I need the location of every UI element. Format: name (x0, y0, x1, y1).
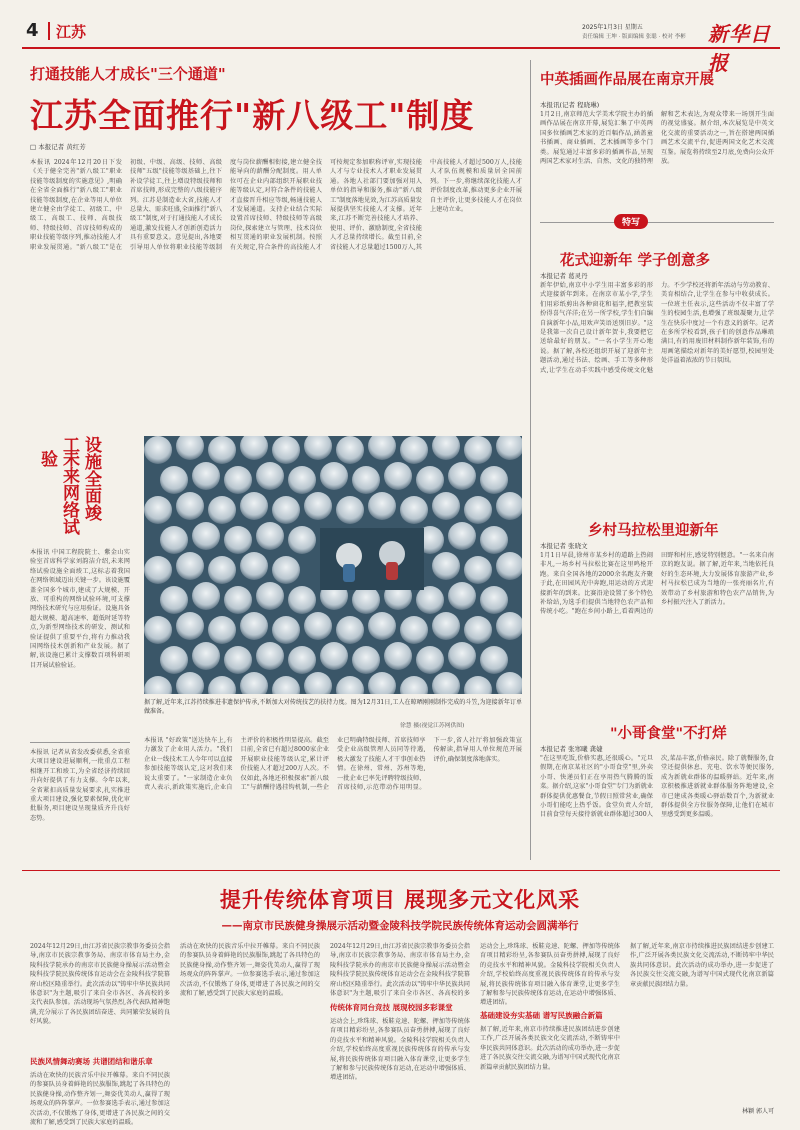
photo-caption: 据了解,近年来,江苏持续推进非遗保护传承,不断加大对传统技艺的扶持力度。图为12月31日,工人在晾晒刚刚制作完成的斗笠,为迎接新年订单做准备。 (144, 699, 522, 715)
lead-byline-text: 本报记者 黄红芳 (38, 143, 86, 151)
column-separator (530, 60, 531, 860)
section-name: 江苏 (56, 23, 87, 41)
sports-top-rule (22, 870, 780, 871)
sports-body-5: 据了解,近年来,南京市持续推进民族团结进步创建工作,广泛开展各类民族文化交流活动,不断铸牢中华民族共同体意识。此次活动的成功举办,进一步促进了各民族交往交流交融,为谱写中国式现代化南京新篇章贡献民族团结力量。 (630, 943, 774, 988)
sports-body-4: 据了解,近年来,南京市持续推进民族团结进步创建工作,广泛开展各类民族文化交流活动,不断铸牢中华民族共同体意识。此次活动的成功举办,进一步促进了各民族交往交流交融,为谱写中国式现代化南京新篇章贡献民族团结力量。 (480, 1026, 620, 1071)
photo-hats-drying (144, 436, 522, 694)
side-headline-col1: 设施全面竣工 (59, 436, 101, 521)
feature-badge: 特写 (614, 214, 648, 229)
new-year-body: 新年伊始,南京中小学生用丰富多彩的形式迎接新年到来。在南京市某小学,学生们用彩纸剪出各种窗花和福字,把教室装扮得喜气洋洋;在另一所学校,学生们自编自演新年小品,用欢声笑语送别旧岁。"这是我第一次自己设计新年贺卡,我要把它送给最好的朋友。"一名小学生开心地说。据了解,各校还组织开展了迎新年主题活动,通过书法、绘画、手工等多种形式,让学生在动手实践中感受传统文化魅力。不少学校还将新年活动与劳动教育、美育相结合,让学生在参与中收获成长。一位班主任表示,这些活动不仅丰富了学生的校园生活,也增强了班级凝聚力,让学生在快乐中度过一个有意义的新年。记者在多所学校看到,孩子们的创意作品琳琅满目,有的用废旧材料制作新年装饰,有的用画笔描绘对新年的美好愿望,校园里处处洋溢着浓浓的节日氛围。 (540, 282, 774, 374)
side-headline-col2: 未来网络试验 (37, 450, 79, 535)
sports-body-4a: 运动会上,珍珠球、板鞋竞速、陀螺、押加等传统体育项目精彩纷呈,各参赛队员奋勇拼搏,展现了良好的竞技水平和精神风貌。金陵科技学院相关负责人介绍,学校始终高度重视民族传统体育的传承与发展,将民族传统体育项目融入体育课堂,让更多学生了解和参与民族传统体育运动,在运动中增强体质、增进团结。 (480, 943, 620, 1006)
lead-body-continued: 本报讯 "好政策"送达快车上,有力激发了企业用人活力。"我们企业一线技术工人今年可以直接参加技能等级认定,这对我们来说太重要了。"一家制造企业负责人表示,新政策实施后,企业自主评价的积极性明显提高。截至目前,全省已有超过8000家企业开展职业技能等级认定,累计评价技能人才超过200万人次。不仅如此,各地还积极探索"新八级工"与薪酬待遇挂钩机制,一些企业已明确特级技师、首席技师享受企业高级管理人员同等待遇,极大激发了技能人才干事创业热情。在徐州、常州、苏州等地,一批企业已率先评聘特级技师、首席技师,示范带动作用明显。下一步,省人社厅将加强政策宣传解读,指导用人单位规范开展评价,确保制度落地落实。 (144, 737, 522, 792)
sports-col-5 (630, 942, 774, 1122)
marathon-headline: 乡村马拉松里迎新年 (588, 523, 719, 539)
canteen-headline: "小哥食堂"不打烊 (610, 726, 727, 742)
illustration-byline: 本报讯(记者 程晓琳) (540, 101, 600, 109)
sports-subhead-1: 民族风情舞动赛场 共谱团结和谐乐章 (30, 1057, 153, 1066)
canteen-body: "在这里吃饭,价格实惠,还很暖心。"元旦假期,在南京某社区的"小哥食堂"里,外卖小哥、快递员们正在享用热气腾腾的饭菜。据介绍,这家"小哥食堂"专门为新就业群体提供优惠餐食,节假日照常营业,确保小哥们能吃上热乎饭。食堂负责人介绍,目前食堂每天接待新就业群体超过300人次,菜品丰富,价格亲民。除了就餐服务,食堂还提供休息、充电、饮水等便民服务,成为新就业群体的温暖驿站。近年来,南京积极推进新就业群体服务阵地建设,全市已建成各类暖心驿站数百个,为新就业群体提供全方位服务保障,让他们在城市里感受到更多温暖。 (540, 755, 774, 819)
page-number: 4 (26, 20, 39, 41)
sports-headline: 提升传统体育项目 展现多元文化风采 (219, 888, 581, 912)
side-divider (30, 742, 130, 743)
new-year-headline: 花式迎新年 学子创意多 (560, 253, 711, 269)
sports-body-3: 运动会上,珍珠球、板鞋竞速、陀螺、押加等传统体育项目精彩纷呈,各参赛队员奋勇拼搏,展现了良好的竞技水平和精神风貌。金陵科技学院相关负责人介绍,学校始终高度重视民族传统体育的传承与发展,将民族传统体育项目融入体育课堂,让更多学生了解和参与民族传统体育运动,在运动中增强体质、增进团结。 (330, 1018, 470, 1082)
sports-body-1: 2024年12月29日,由江苏省民族宗教事务委员会指导,南京市民族宗教事务局、南京市体育局主办,金陵科技学院承办的南京市民族健身操展示活动暨金陵科技学院民族传统体育运动会在金陵科技学院幕府山校区隆重举行。此次活动以"铸牢中华民族共同体意识"为主题,吸引了来自全市各区、各高校的多支代表队参加。活动现场气氛热烈,各代表队精神饱满,充分展示了各民族团结奋进、共同繁荣发展的良好风貌。 (30, 943, 170, 1026)
new-year-byline: 本报记者 葛灵丹 (540, 272, 588, 280)
illustration-headline: 中英插画作品展在南京开展 (540, 72, 714, 88)
masthead-divider (48, 22, 50, 40)
paper-logo: 新华日报 (708, 22, 771, 75)
sports-subhead-3: 传统体育同台竞技 展现校园多彩课堂 (330, 1003, 453, 1012)
issue-date: 2025年1月3日 星期五 (582, 24, 643, 31)
sports-subtitle: ——南京市民族健身操展示活动暨金陵科技学院民族传统体育运动会圆满举行 (221, 920, 579, 932)
marathon-byline: 本报记者 张晓文 (540, 542, 588, 550)
lead-headline: 江苏全面推行"新八级工"制度 (30, 96, 475, 135)
side-story-body: 本报讯 中国工程院院士、紫金山实验室首席科学家刘韵洁介绍,未来网络试验设施全面竣工,这标志着我国在网络领域迈出关键一步。该设施覆盖全国多个城市,建成了大规模、开放、可重构的网络试验环境,可支撑网络技术研究与应用验证。设施具备超大规模、超高速率、超低时延等特点,为新型网络技术的研发、测试和验证提供了重要平台,将有力推动我国网络技术创新和产业发展。据了解,该设施已累计支撑数百项科研项目开展试验验证。 (30, 549, 130, 669)
sports-col-2: 活动在欢快的民族音乐中拉开帷幕。来自不同民族的参赛队员身着鲜艳的民族服饰,跳起了各具特色的民族健身操,动作整齐划一,舞姿优美动人,赢得了现场观众的阵阵掌声。一位参赛选手表示,通过参加这次活动,不仅锻炼了身体,更增进了各民族之间的交流和了解,感受到了民族大家庭的温暖。 (180, 943, 320, 998)
lead-body: 本报讯 2024年12月20日下发《关于健全完善"新八级工"职业技能等级制度的实施意见》,明确在全省全面推行"新八级工"职业技能等级制度,在企业等用人单位建立健全由学徒工、初级工、中级工、高级工、技师、高级技师、特级技师、首席技师构成的职业技能等级序列,推动技能人才职业发展贯通。"新八级工"是在初级、中级、高级、技师、高级技师"五级"技能等级基础上,往下补设学徒工,往上增设特级技师和首席技师,形成完整的八级技能序列。江苏是制造业大省,技能人才总量大、需求旺盛,全面推行"新八级工"制度,对于打通技能人才成长通道,激发技能人才创新创造活力具有重要意义。意见提出,各地要引导用人单位将职业技能等级制度与岗位薪酬相衔接,建立健全技能导向的薪酬分配制度。用人单位可在企业内部组织开展职业技能等级认定,对符合条件的技能人才直接晋升相应等级,畅通技能人才发展通道。支持企业结合实际设置首席技师、特级技师等高级岗位,探索建立与管理、技术岗位相互贯通的职业发展机制。按照有关规定,符合条件的高技能人才可按规定参加职称评审,实现技能人才与专业技术人才职业发展贯通。各地人社部门要加强对用人单位的指导和服务,推动"新八级工"制度落地见效,为江苏高质量发展提供坚实技能人才支撑。近年来,江苏不断完善技能人才培养、使用、评价、激励制度,全省技能人才总量持续增长。截至目前,全省技能人才总量超过1500万人,其中高技能人才超过500万人,技能人才队伍规模和质量居全国前列。下一步,将继续深化技能人才评价制度改革,推动更多企业开展自主评价,让更多技能人才在岗位上建功立业。 (30, 159, 522, 251)
masthead-rule (22, 47, 780, 49)
sports-columns (30, 942, 780, 1127)
lead-byline (30, 142, 86, 151)
sports-col-3 (330, 942, 470, 1122)
canteen-byline: 本报记者 张寒曦 龚婕 (540, 745, 603, 753)
editor-credits: 责任编辑 王坤 · 版面编辑 张聪 · 校对 李彬 (582, 34, 686, 40)
sports-credit: 林颖 郭人可 (742, 1108, 774, 1115)
sports-col-1 (30, 942, 170, 1127)
lead-kicker: 打通技能人才成长"三个通道" (30, 65, 226, 83)
sports-subhead-4: 基础建设夯实基础 谱写民族融合新篇 (480, 1011, 603, 1020)
marathon-body: 1月1日早晨,徐州市某乡村的道路上热闹非凡,一场乡村马拉松比赛在这里鸣枪开跑。来自全国各地的2000余名跑友齐聚于此,在田园风光中奔跑,用运动的方式迎接新年的到来。比赛沿途设置了多个特色补给站,为选手们提供当地特色农产品和传统小吃。"跑在乡间小路上,看着两边的田野和村庄,感觉特别惬意。"一名来自南京的跑友说。据了解,近年来,当地依托良好的生态环境,大力发展体育旅游产业,乡村马拉松已成为当地的一张亮丽名片,有效带动了乡村旅游和特色农产品销售,为乡村振兴注入了新活力。 (540, 552, 774, 616)
photo-credit: 徐慧 摄(视觉江苏网供图) (400, 723, 465, 729)
news-photo (144, 436, 522, 694)
sports-col-4 (480, 942, 620, 1122)
illustration-body: 1月2日,南京师范大学美术学院主办的插画作品展在南京开幕,展览汇集了中英两国多位插画艺术家的近百幅作品,涵盖童书插画、商业插画、艺术插画等多个门类。展览通过丰富多彩的插画作品,呈现两国艺术家对生活、自然、文化的独特理解和艺术表达,为观众带来一场别开生面的视觉盛宴。据介绍,本次展览是中英文化交流的重要活动之一,旨在搭建两国插画艺术交流平台,促进两国文化艺术交流互鉴。展览将持续至2月底,免费向公众开放。 (540, 111, 774, 166)
side-story-headline (37, 436, 102, 536)
sports-body-3a: 2024年12月29日,由江苏省民族宗教事务委员会指导,南京市民族宗教事务局、南京市体育局主办,金陵科技学院承办的南京市民族健身操展示活动暨金陵科技学院民族传统体育运动会在金陵科技学院幕府山校区隆重举行。此次活动以"铸牢中华民族共同体意识"为主题,吸引了来自全市各区、各高校的多 (330, 943, 470, 998)
side-story-body-2: 本报讯 记者从省发改委获悉,全省重大项目建设进展顺利,一批重点工程相继开工和竣工,为全省经济持续回升向好提供了有力支撑。今年以来,全省紧扣高质量发展要求,扎实推进重大项目建设,强化要素保障,优化审批服务,项目建设呈现量质齐升良好态势。 (30, 749, 130, 822)
byline-marker-icon: □ (30, 143, 39, 151)
badge-line (540, 222, 774, 223)
sports-body-2: 活动在欢快的民族音乐中拉开帷幕。来自不同民族的参赛队员身着鲜艳的民族服饰,跳起了各具特色的民族健身操,动作整齐划一,舞姿优美动人,赢得了现场观众的阵阵掌声。一位参赛选手表示,通过参加这次活动,不仅锻炼了身体,更增进了各民族之间的交流和了解,感受到了民族大家庭的温暖。 (30, 1072, 170, 1127)
